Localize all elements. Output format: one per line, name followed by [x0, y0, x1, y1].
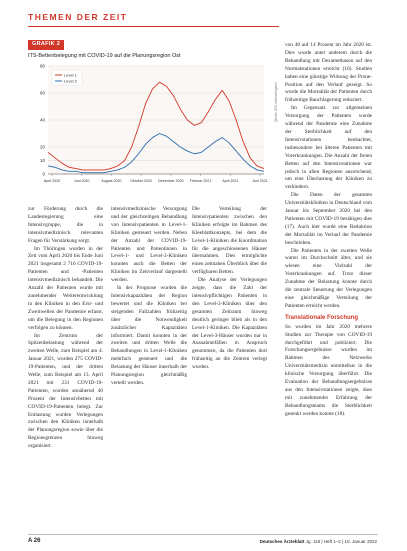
text-column-2 [111, 206, 187, 528]
legend-label: Level 2 [64, 78, 77, 84]
x-tick-label: April 2021 [222, 179, 239, 183]
x-tick-label: April 2020 [43, 179, 61, 183]
y-tick-label: 60 [39, 90, 45, 96]
figure-title: ITS-Bettenbelegung mit COVID-19 auf die Planungsregion Ost [28, 53, 181, 59]
y-tick-label: 20 [39, 144, 45, 150]
paragraph: Im Gegensatz zur allgemeinen Versorgung der Patienten wurde während der Pandemie eine Zunahme der Sterblichkeit auf den Intensivstationen beobachtet, insbesondere bei älteren Patienten mit Vorerkrankungen. Die Anzahl der freien Betten auf den Intensivstationen war jedoch in allen Regionen ausreichend, um eine Überlastung der Kliniken zu verhindern. [285, 105, 372, 191]
y-tick-label: 0 [42, 171, 45, 177]
header-rule [28, 26, 279, 27]
journal-footer [260, 539, 377, 544]
journal-name: Deutsches Ärzteblatt [259, 539, 305, 544]
figure [28, 40, 278, 198]
paragraph: Die Analyse der Verlegungen zeigte, dass die Zahl der intensivpflichtigen Patienten in den Level-2-Kliniken über den gesamten Zeitraum hinweg deutlich geringer blieb als in den Level-1-Kliniken. Die Kapazitäten der Level-3-Häuser wurden nur in Ausnahmefällen in Anspruch genommen, da die Patienten dort frühzeitig an die Zentren verlegt wurden. [192, 277, 267, 371]
y-tick-label: 10 [39, 158, 45, 164]
x-tick-label: Dezember 2020 [158, 179, 184, 183]
x-tick-label: Oktober 2020 [130, 179, 153, 183]
paragraph: Die Verteilung der Intensivpatienten zwischen den Kliniken erfolgte im Rahmen des Kleeblattkonzepts, bei dem die Level-1-Kliniken die Koordination für die angeschlossenen Häuser übernahmen. Dies ermöglichte einen zeitnahen Überblick über die verfügbaren Betten. [192, 206, 267, 276]
legend-label: Level 1 [64, 72, 77, 78]
figure-tag: GRAFIK 2 [28, 40, 64, 50]
paragraph: Die Daten der gesamten Universitätskliniken in Deutschland vom Januar bis September 2020 bei den Patienten mit COVID-19 bestätigen dies (17). Auch hier wurde eine Reduktion der Mortalität im Verlauf der Pandemie beschrieben. [285, 192, 372, 246]
y-tick-label: 80 [39, 63, 45, 69]
page-number: A 26 [28, 538, 41, 544]
paragraph: So wurden im Jahr 2020 mehrere Studien zur Therapie von COVID-19 durchgeführt und publiziert. Die Forschungsergebnisse wurden im Rahmen des Netzwerks Universitätsmedizin unmittelbar in die klinische Versorgung überführt. Die Evaluation der Behandlungsergebnisse aus den Intensivstationen zeigte, dass mit zunehmender Erfahrung der Behandlungsteams die Sterblichkeit gesenkt werden konnte (18). [285, 323, 372, 417]
x-tick-label: August 2020 [101, 179, 122, 183]
paragraph: Im Thüringen wurden in der Zeit vom April 2020 bis Ende Juni 2021 insgesamt 2 716 COVID-19-Patienten und -Patienten intensivmedizinisch behandelt. Die Anzahl der Patienten wurde mit zunehmender Weiterentwicklung in den Kliniken in den Erst- und Zweitwellen der Pandemie erfasst, um die Belegung in den Regionen verfolgen zu können. [28, 245, 103, 331]
subheading: Translationale Forschung [285, 314, 359, 321]
text-column-4 [285, 42, 372, 528]
paragraph: Die Patienten in der zweiten Welle waren im Durchschnitt älter, und sie wiesen eine Vielzahl der Vorerkrankungen auf. Trotz dieser Zunahme der Belastung konnte durch die zentrale Steuerung der Verlegungen eine gleichmäßige Verteilung der Patienten erreicht werden. [285, 247, 372, 309]
section-header: THEMEN DER ZEIT [28, 12, 128, 22]
y-tick-label: 40 [39, 117, 45, 123]
x-tick-label: Juni 2021 [252, 179, 268, 183]
paragraph: von 40 auf 14 Prozent im Jahr 2020 ist. Dies wurde unter anderem durch die Behandlung mit Dexamethason auf den Normalstationen erreicht (16). Studien haben eine günstige Wirkung der Prone-Position auf den Verlauf gezeigt. So wurde die Mortalität der Patienten durch frühzeitige Bauchlagerung reduziert. [285, 42, 372, 104]
paragraph: In der Prognose wurden die Intensivkapazitäten der Region bewertet und die Kliniken bei steigenden Fallzahlen frühzeitig über die Notwendigkeit zusätzlicher Kapazitäten informiert. Damit konnten in der zweiten und dritten Welle die Behandlungen in Level-1-Kliniken mehrfach gesteuert und die Belastung der Häuser innerhalb der Planungsregion gleichmäßig verteilt werden. [111, 285, 187, 386]
x-tick-label: Februar 2021 [189, 179, 212, 183]
footer-rule [28, 534, 378, 535]
journal-issue: Jg. 118 | Heft 1–2 | 10. Januar 2022 [305, 539, 377, 544]
text-column-3 [192, 206, 267, 528]
text-column-1 [28, 206, 103, 528]
paragraph: intensivmedizinische Versorgung und der gleichzeitigen Behandlung von Intensivpatienten in Level-1-Kliniken gesteuert werden. Neben der Anzahl der COVID-19-Patienten und Patientinnen in Level-1- und Level-2-Kliniken konnten auch die Betten der Kliniken im Zeitverlauf dargestellt werden. [111, 206, 187, 284]
chart [28, 62, 276, 198]
paragraph: Im Zentrum der Spitzenbelastung während der zweiten Welle, zum Beispiel am 4. Januar 2021, wurden 275 COVID-19-Patienten, und der dritten Welle, zum Beispiel am 13. April 2021 mit 231 COVID-19-Patienten, wurden annähernd 40 Prozent der Intensivbetten mit COVID-19-Patienten belegt. Zur Entlastung wurden Verlegungen zwischen den Kliniken innerhalb der Planungsregion sowie über die Regionsgrenzen hinweg organisiert. [28, 332, 103, 450]
chart-legend [52, 70, 82, 85]
paragraph: zur Förderung durch die Landesregierung eine Intensivgruppe, die in intensivmedizinisch relevanten Fragen für Verstärkung sorgt. [28, 206, 103, 244]
figure-source: Quelle: DIVI-Intensivregister [274, 82, 278, 122]
x-tick-label: Juni 2020 [73, 179, 90, 183]
